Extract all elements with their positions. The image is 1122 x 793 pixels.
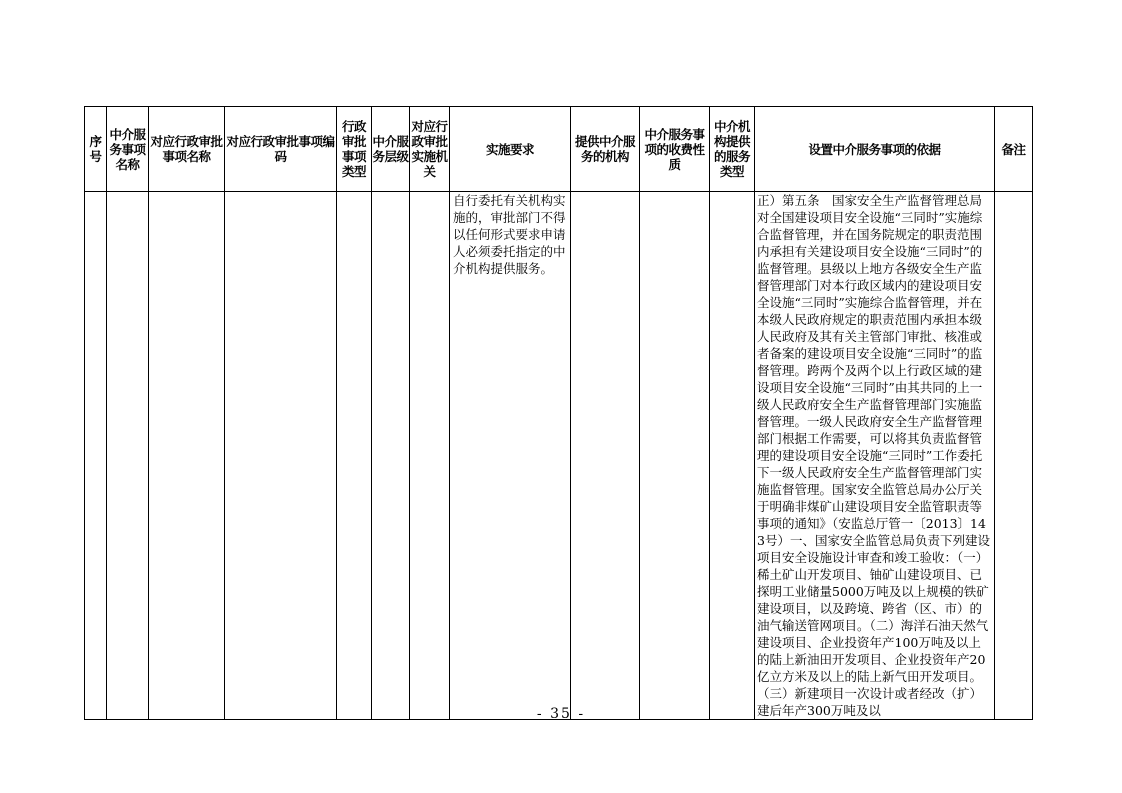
header-approval-name: 对应行政审批事项名称	[149, 107, 225, 192]
header-service-level: 中介服务层级	[372, 107, 410, 192]
header-intermediary-item: 中介服务事项名称	[107, 107, 149, 192]
page-number: - 35 -	[536, 706, 586, 722]
header-implementing-agency: 对应行政审批实施机关	[410, 107, 450, 192]
cell-approval-name	[149, 192, 225, 720]
header-requirements: 实施要求	[450, 107, 571, 192]
cell-fee-nature	[640, 192, 710, 720]
header-basis: 设置中介服务事项的依据	[755, 107, 995, 192]
cell-requirements: 自行委托有关机构实施的，审批部门不得以任何形式要求申请人必须委托指定的中介机构提供服务。	[450, 192, 571, 720]
cell-org-type	[710, 192, 755, 720]
cell-basis: 正）第五条 国家安全生产监督管理总局对全国建设项目安全设施“三同时”实施综合监督管理，并在国务院规定的职责范围内承担有关建设项目安全设施“三同时”的监督管理。县级以上地方各级安全生产监督管理部门对本行政区域内的建设项目安全设施“三同时”实施综合监督管理，并在本级人民政府规定的职责范围内承担本级人民政府及其有关主管部门审批、核准或者备案的建设项目安全设施“三同时”的监督管理。跨两个及两个以上行政区域的建设项目安全设施“三同时”由其共同的上一级人民政府安全生产监督管理部门实施监督管理。一级人民政府安全生产监督管理部门根据工作需要，可以将其负责监督管理的建设项目安全设施“三同时”工作委托下一级人民政府安全生产监督管理部门实施监督管理。国家安全监管总局办公厅关于明确非煤矿山建设项目安全监管职责等事项的通知》（安监总厅管一〔2013〕143号）一、国家安全监管总局负责下列建设项目安全设施设计审查和竣工验收：（一）稀土矿山开发项目、铀矿山建设项目、已探明工业储量5000万吨及以上规模的铁矿建设项目，以及跨境、跨省（区、市）的油气输送管网项目。（二）海洋石油天然气建设项目、企业投资年产100万吨及以上的陆上新油田开发项目、企业投资年产20亿立方米及以上的陆上新气田开发项目。（三）新建项目一次设计或者经改（扩）建后年产300万吨及以	[755, 192, 995, 720]
cell-implementing-agency	[410, 192, 450, 720]
header-approval-code: 对应行政审批事项编码	[225, 107, 337, 192]
service-items-table	[84, 106, 1033, 720]
cell-approval-code	[225, 192, 337, 720]
header-provider: 提供中介服务的机构	[571, 107, 640, 192]
header-fee-nature: 中介服务事项的收费性质	[640, 107, 710, 192]
cell-intermediary-item	[107, 192, 149, 720]
cell-provider	[571, 192, 640, 720]
cell-service-level	[372, 192, 410, 720]
header-org-type: 中介机构提供的服务类型	[710, 107, 755, 192]
cell-approval-type	[337, 192, 372, 720]
table-row	[85, 192, 1033, 720]
header-seq: 序号	[85, 107, 107, 192]
table-header	[85, 107, 1033, 192]
header-approval-type: 行政审批事项类型	[337, 107, 372, 192]
header-remarks: 备注	[995, 107, 1033, 192]
cell-seq	[85, 192, 107, 720]
cell-remarks	[995, 192, 1033, 720]
